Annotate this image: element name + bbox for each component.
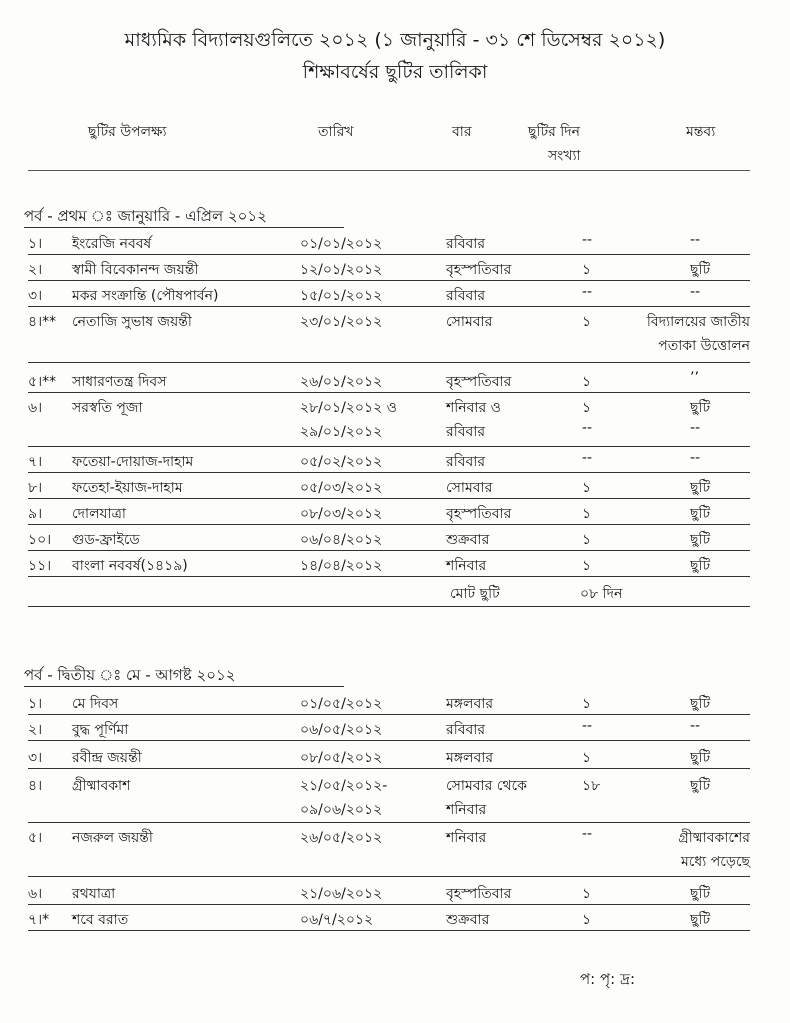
row-remark: ছুটি bbox=[690, 506, 711, 522]
row-date: ২১/০৬/২০১২ bbox=[300, 886, 383, 902]
section-title: পর্ব - দ্বিতীয় ঃ মে - আগষ্ট ২০১২ bbox=[24, 666, 236, 684]
row-count: ১ bbox=[582, 558, 592, 574]
row-date: ০৫/০২/২০১২ bbox=[300, 454, 383, 470]
row-date: ২৮/০১/২০১২ ও bbox=[300, 400, 397, 416]
row-count-second: -- bbox=[582, 420, 593, 436]
row-day: শনিবার bbox=[446, 830, 487, 846]
row-occasion: দোলযাত্রা bbox=[72, 506, 126, 522]
row-divider bbox=[28, 904, 750, 905]
row-remark: -- bbox=[690, 232, 701, 248]
row-number: ৩। bbox=[28, 750, 43, 766]
row-remark-second: মধ্যে পড়েছে bbox=[681, 854, 750, 870]
row-remark: -- bbox=[690, 284, 701, 300]
row-occasion: গুড-ফ্রাইডে bbox=[72, 532, 140, 548]
row-divider bbox=[28, 280, 750, 281]
row-date: ২৩/০১/২০১২ bbox=[300, 314, 383, 330]
row-count: -- bbox=[582, 232, 593, 248]
document-title-line1: মাধ্যমিক বিদ্যালয়গুলিতে ২০১২ (১ জানুয়ারি - ৩১ শে ডিসেম্বর ২০১২) bbox=[124, 29, 666, 51]
row-number: ২। bbox=[28, 262, 43, 278]
row-count: ১ bbox=[582, 696, 592, 712]
row-day: মঙ্গলবার bbox=[446, 696, 494, 712]
row-date: ০১/০১/২০১২ bbox=[300, 236, 383, 252]
section-title-underline bbox=[24, 227, 344, 228]
header-count-line2: সংখ্যা bbox=[548, 148, 581, 164]
row-count: ১৮ bbox=[582, 778, 601, 794]
row-number: ৭। bbox=[28, 454, 43, 470]
row-date: ১৫/০১/২০১২ bbox=[300, 288, 383, 304]
row-occasion: ফতেহা-ইয়াজ-দাহাম bbox=[72, 480, 183, 496]
row-day: বৃহস্পতিবার bbox=[446, 506, 512, 522]
row-divider bbox=[28, 740, 750, 741]
header-day: বার bbox=[452, 124, 472, 140]
row-remark: ছুটি bbox=[690, 558, 711, 574]
row-divider bbox=[28, 254, 750, 255]
row-count: ১ bbox=[582, 750, 592, 766]
row-remark: ছুটি bbox=[690, 400, 711, 416]
row-number: ৯। bbox=[28, 506, 43, 522]
row-number: ২। bbox=[28, 722, 43, 738]
row-count: ১ bbox=[582, 912, 592, 928]
row-occasion: রবীন্দ্র জয়ন্তী bbox=[72, 750, 142, 766]
row-number: ৩। bbox=[28, 288, 43, 304]
row-divider bbox=[28, 498, 750, 499]
row-occasion: সরস্বতি পূজা bbox=[72, 400, 143, 416]
document-title-line2: শিক্ষাবর্ষের ছুটির তালিকা bbox=[302, 61, 488, 83]
row-number: ১। bbox=[28, 696, 43, 712]
row-day: শনিবার bbox=[446, 558, 487, 574]
row-date: ০৮/০৩/২০১২ bbox=[300, 506, 383, 522]
row-divider bbox=[28, 392, 750, 393]
row-divider bbox=[28, 306, 750, 307]
row-day: মঙ্গলবার bbox=[446, 750, 494, 766]
row-remark: ছুটি bbox=[690, 480, 711, 496]
row-date-second: ২৯/০১/২০১২ bbox=[300, 424, 383, 440]
row-divider bbox=[28, 550, 750, 551]
row-date: ১২/০১/২০১২ bbox=[300, 262, 383, 278]
row-remark: ছুটি bbox=[690, 262, 711, 278]
row-count: ১ bbox=[582, 480, 592, 496]
row-divider bbox=[28, 768, 750, 769]
row-remark: ছুটি bbox=[690, 696, 711, 712]
row-count: ১ bbox=[582, 400, 592, 416]
row-day: বৃহস্পতিবার bbox=[446, 374, 512, 390]
row-date: ২৬/০৫/২০১২ bbox=[300, 830, 383, 846]
row-occasion: রথযাত্রা bbox=[72, 886, 116, 902]
row-divider bbox=[28, 876, 750, 877]
row-number: ১১। bbox=[28, 558, 52, 574]
row-date: ০৬/০৫/২০১২ bbox=[300, 722, 383, 738]
row-day: শুক্রবার bbox=[446, 912, 490, 928]
row-count: ১ bbox=[582, 506, 592, 522]
row-day: রবিবার bbox=[446, 722, 486, 738]
row-day-second: শনিবার bbox=[446, 802, 487, 818]
row-remark: গ্রীষ্মাবকাশের bbox=[678, 830, 750, 846]
section-title: পর্ব - প্রথম ঃ জানুয়ারি - এপ্রিল ২০১২ bbox=[24, 207, 267, 225]
row-remark: ছুটি bbox=[690, 912, 711, 928]
row-count: -- bbox=[582, 826, 593, 842]
row-occasion: সাধারণতন্ত্র দিবস bbox=[72, 374, 167, 390]
header-date: তারিখ bbox=[318, 124, 354, 140]
row-day: শনিবার ও bbox=[446, 400, 501, 416]
row-occasion: বুদ্ধ পূর্ণিমা bbox=[72, 722, 129, 738]
total-label: মোট ছুটি bbox=[450, 586, 500, 602]
row-remark: -- bbox=[690, 450, 701, 466]
row-date: ০৬/০৪/২০১২ bbox=[300, 532, 383, 548]
row-divider bbox=[28, 930, 750, 931]
row-occasion: নেতাজি সুভাষ জয়ন্তী bbox=[72, 314, 192, 330]
row-count: -- bbox=[582, 450, 593, 466]
row-date-second: ০৯/০৬/২০১২ bbox=[300, 802, 383, 818]
row-remark: ছুটি bbox=[690, 778, 711, 794]
header-divider bbox=[28, 170, 750, 171]
row-date: ০৮/০৫/২০১২ bbox=[300, 750, 383, 766]
row-occasion: বাংলা নববর্ষ(১৪১৯) bbox=[72, 558, 188, 574]
row-day: শুক্রবার bbox=[446, 532, 490, 548]
row-day: বৃহস্পতিবার bbox=[446, 886, 512, 902]
header-remark: মন্তব্য bbox=[686, 124, 716, 140]
section-title-underline bbox=[24, 686, 344, 687]
total-value: ০৮ দিন bbox=[580, 586, 623, 602]
row-count: -- bbox=[582, 284, 593, 300]
row-number: ৪। bbox=[28, 778, 43, 794]
row-number: ৬। bbox=[28, 886, 43, 902]
row-remark: ছুটি bbox=[690, 886, 711, 902]
row-number: ৭।* bbox=[28, 912, 50, 928]
row-count: ১ bbox=[582, 886, 592, 902]
row-divider bbox=[28, 472, 750, 473]
row-number: ১০। bbox=[28, 532, 52, 548]
row-number: ৫।** bbox=[28, 374, 57, 390]
row-number: ১। bbox=[28, 236, 43, 252]
row-occasion: ফতেয়া-দোয়াজ-দাহাম bbox=[72, 454, 194, 470]
row-divider bbox=[28, 576, 750, 577]
row-occasion: মে দিবস bbox=[72, 696, 119, 712]
row-occasion: গ্রীষ্মাবকাশ bbox=[72, 778, 131, 794]
row-remark-second: -- bbox=[690, 420, 701, 436]
row-day-second: রবিবার bbox=[446, 424, 486, 440]
row-remark: -- bbox=[690, 718, 701, 734]
header-count-line1: ছুটির দিন bbox=[528, 124, 580, 140]
row-occasion: নজরুল জয়ন্তী bbox=[72, 830, 153, 846]
row-occasion: মকর সংক্রান্তি (পৌষপার্বন) bbox=[72, 288, 219, 304]
row-occasion: স্বামী বিবেকানন্দ জয়ন্তী bbox=[72, 262, 199, 278]
row-date: ০১/০৫/২০১২ bbox=[300, 696, 383, 712]
row-number: ৫। bbox=[28, 830, 43, 846]
row-day: রবিবার bbox=[446, 288, 486, 304]
row-count: ১ bbox=[582, 374, 592, 390]
row-remark: ’’ bbox=[690, 370, 699, 386]
row-remark-second: পতাকা উত্তোলন bbox=[658, 338, 750, 354]
row-remark: ছুটি bbox=[690, 750, 711, 766]
row-divider bbox=[28, 714, 750, 715]
row-date: ০৫/০৩/২০১২ bbox=[300, 480, 383, 496]
row-count: ১ bbox=[582, 532, 592, 548]
row-day: বৃহস্পতিবার bbox=[446, 262, 512, 278]
row-date: ১৪/০৪/২০১২ bbox=[300, 558, 383, 574]
row-divider bbox=[28, 822, 750, 823]
row-day: সোমবার bbox=[446, 480, 493, 496]
header-occasion: ছুটির উপলক্ষ্য bbox=[88, 124, 167, 140]
row-remark: ছুটি bbox=[690, 532, 711, 548]
row-number: ৮। bbox=[28, 480, 43, 496]
total-divider bbox=[28, 606, 750, 607]
footer-pto: প: পৃ: দ্র: bbox=[580, 970, 636, 988]
row-number: ৪।** bbox=[28, 314, 57, 330]
row-day: রবিবার bbox=[446, 454, 486, 470]
row-date: ২৬/০১/২০১২ bbox=[300, 374, 383, 390]
row-count: -- bbox=[582, 718, 593, 734]
row-divider bbox=[28, 446, 750, 447]
row-divider bbox=[28, 362, 750, 363]
row-date: ০৬/৭/২০১২ bbox=[300, 912, 374, 928]
row-date: ২১/০৫/২০১২- bbox=[300, 778, 388, 794]
row-count: ১ bbox=[582, 314, 592, 330]
row-occasion: শবে বরাত bbox=[72, 912, 129, 928]
row-remark: বিদ্যালয়ের জাতীয় bbox=[646, 314, 750, 330]
row-day: রবিবার bbox=[446, 236, 486, 252]
row-day: সোমবার থেকে bbox=[446, 778, 527, 794]
row-occasion: ইংরেজি নববর্ষ bbox=[72, 236, 152, 252]
row-day: সোমবার bbox=[446, 314, 493, 330]
row-count: ১ bbox=[582, 262, 592, 278]
row-divider bbox=[28, 524, 750, 525]
row-number: ৬। bbox=[28, 400, 43, 416]
